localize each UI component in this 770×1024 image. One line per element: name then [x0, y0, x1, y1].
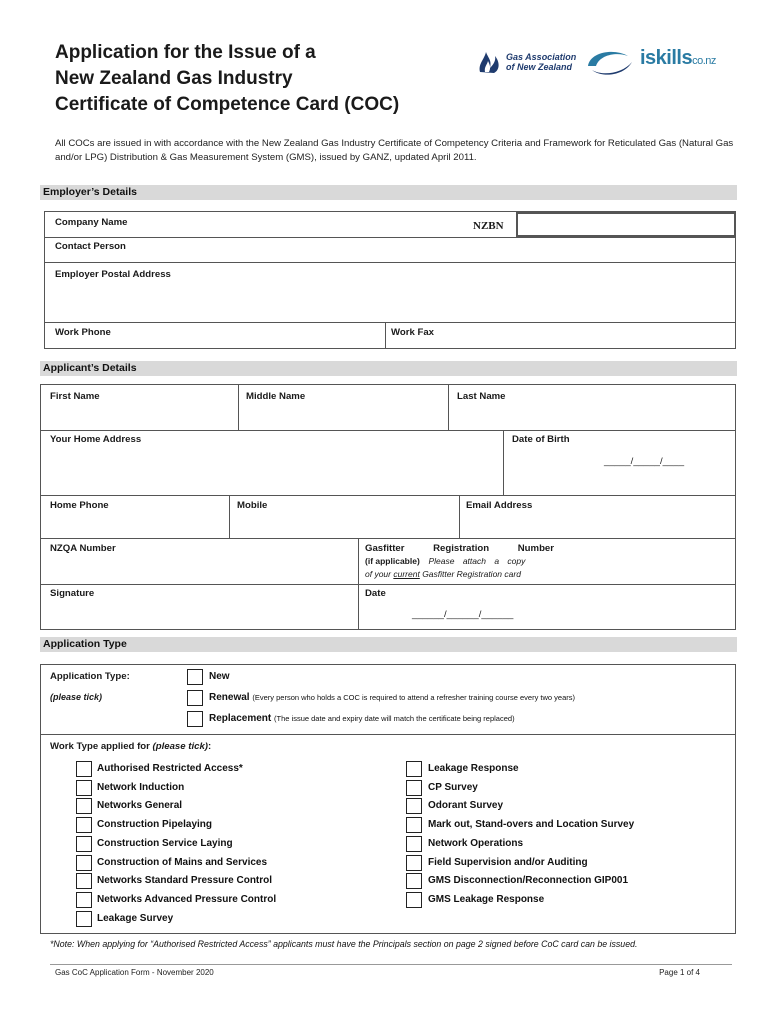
- title-line-1: Application for the Issue of a: [55, 42, 316, 63]
- gasfitter-note-current: current: [393, 569, 420, 579]
- gasfitter-sub: [365, 556, 525, 567]
- work-type-label-leakage-response: Leakage Response: [428, 763, 519, 774]
- work-type-tick: (please tick): [152, 741, 208, 752]
- page-title: [55, 40, 455, 118]
- replacement-option-note: (The issue date and expiry date will match the certificate being replaced): [274, 714, 515, 723]
- work-type-label-network-operations: Network Operations: [428, 837, 524, 849]
- employer-divider: [385, 322, 386, 349]
- flame-icon: [476, 48, 504, 74]
- work-type-label-gms-leakage-response: GMS Leakage Response: [428, 893, 545, 905]
- applicant-rule-4: [40, 584, 736, 585]
- postal-address-label: Employer Postal Address: [55, 269, 171, 280]
- work-type-label-field-supervision-and-or-auditing: Field Supervision and/or Auditing: [428, 856, 588, 868]
- work-type-label-networks-general: Networks General: [97, 800, 183, 812]
- renewal-checkbox[interactable]: [187, 690, 203, 706]
- date-label: Date: [365, 588, 386, 599]
- date-blank[interactable]: ______/______/______: [412, 609, 514, 620]
- work-type-label-mark-out-stand-overs-and-location-survey: Mark out, Stand-overs and Location Survey: [428, 819, 635, 831]
- home-phone-label: Home Phone: [50, 500, 109, 511]
- applicant-divider-1: [238, 384, 239, 430]
- signature-label: Signature: [50, 588, 95, 599]
- work-type-checkbox-gms-leakage-response[interactable]: [406, 892, 422, 908]
- applicant-divider-4: [229, 495, 230, 538]
- dob-label: Date of Birth: [512, 434, 570, 445]
- new-option: [209, 671, 230, 682]
- applicant-details-box: [40, 384, 736, 630]
- work-type-label-networks-standard-pressure-control: Networks Standard Pressure Control: [97, 875, 273, 887]
- work-type-label-leakage-survey: Leakage Survey: [97, 912, 174, 924]
- contact-person-label: Contact Person: [55, 241, 126, 252]
- work-type-checkbox-construction-pipelaying[interactable]: [76, 817, 92, 833]
- applicant-divider-5: [459, 495, 460, 538]
- work-type-checkbox-leakage-survey[interactable]: [76, 911, 92, 927]
- work-type-checkbox-authorised-restricted-access[interactable]: [76, 761, 92, 777]
- work-type-label-construction-of-mains-and-services: Construction of Mains and Services: [97, 856, 268, 868]
- employer-rule-1: [44, 237, 736, 238]
- work-type-colon: :: [208, 741, 212, 752]
- title-line-2: New Zealand Gas Industry: [55, 68, 293, 89]
- title-line-3: Certificate of Competence Card (COC): [55, 94, 400, 115]
- gasfitter-if-text: (if applicable): [365, 556, 420, 566]
- application-heading: Application Type: [40, 637, 737, 652]
- work-type-label-networks-advanced-pressure-control: Networks Advanced Pressure Control: [97, 893, 277, 905]
- employer-rule-2: [44, 262, 736, 263]
- work-type-label: Work Type applied for: [50, 741, 150, 752]
- footnote: *Note: When applying for “Authorised Restricted Access” applicants must have the Principals section on page 2 signed before CoC card can be issued.: [50, 939, 638, 949]
- nzbn-input[interactable]: [516, 212, 736, 237]
- work-type-checkbox-mark-out-stand-overs-and-location-survey[interactable]: [406, 817, 422, 833]
- work-type-checkbox-networks-advanced-pressure-control[interactable]: [76, 892, 92, 908]
- nzbn-label: NZBN: [473, 220, 504, 232]
- gasfitter-label: Gasfitter Registration Number: [365, 543, 555, 554]
- application-type-label: Application Type:: [50, 671, 130, 682]
- work-type-checkbox-odorant-survey[interactable]: [406, 798, 422, 814]
- work-type-checkbox-construction-of-mains-and-services[interactable]: [76, 855, 92, 871]
- work-type-heading: [50, 741, 211, 752]
- work-type-checkbox-network-induction[interactable]: [76, 780, 92, 796]
- iskills-logo: [584, 44, 734, 80]
- iskills-tagline: [640, 72, 642, 77]
- work-type-label-odorant-survey: Odorant Survey: [428, 800, 504, 812]
- footer-page-number: Page 1 of 4: [659, 968, 700, 977]
- work-fax-label: Work Fax: [391, 327, 435, 338]
- iskills-brand: [640, 47, 716, 70]
- gasfitter-note-a: of your: [365, 569, 394, 579]
- swirl-icon: [584, 46, 636, 78]
- new-checkbox[interactable]: [187, 669, 203, 685]
- replacement-option: [209, 713, 515, 724]
- applicant-heading: Applicant’s Details: [40, 361, 737, 376]
- applicant-divider-2: [448, 384, 449, 430]
- gasfitter-note-line2: [365, 569, 521, 579]
- first-name-label: First Name: [50, 391, 100, 402]
- applicant-rule-1: [40, 430, 736, 431]
- work-type-label-construction-pipelaying: Construction Pipelaying: [97, 819, 213, 831]
- renewal-option-note: (Every person who holds a COC is required to attend a refresher training course every two years): [252, 693, 576, 702]
- replacement-checkbox[interactable]: [187, 711, 203, 727]
- gasfitter-note-c: Gasfitter Registration card: [419, 569, 521, 579]
- application-rule: [40, 734, 736, 735]
- footer: [55, 968, 700, 977]
- work-type-checkbox-field-supervision-and-or-auditing[interactable]: [406, 855, 422, 871]
- last-name-label: Last Name: [457, 391, 506, 402]
- work-type-checkbox-networks-general[interactable]: [76, 798, 92, 814]
- ganz-logo-line-1: Gas Association: [506, 52, 577, 62]
- new-option-label: New: [209, 671, 230, 682]
- please-tick-label: (please tick): [50, 692, 103, 702]
- ganz-logo-text: [506, 52, 576, 72]
- home-address-label: Your Home Address: [50, 434, 142, 445]
- work-type-checkbox-gms-disconnection-reconnection-gip001[interactable]: [406, 873, 422, 889]
- mobile-label: Mobile: [237, 500, 268, 511]
- company-name-label: Company Name: [55, 217, 128, 228]
- footer-rule: [50, 964, 732, 965]
- renewal-option-label: Renewal: [209, 692, 250, 703]
- email-label: Email Address: [466, 500, 533, 511]
- gasfitter-note-line1: Please attach a copy: [428, 556, 526, 566]
- iskills-brand-suffix: co.nz: [692, 55, 716, 67]
- intro-paragraph: All COCs are issued in with accordance with the New Zealand Gas Industry Certificate of Competency Criteria and Framework for Reticulated Gas (Natural Gas and/or LPG) Distribution & Gas Measurement System (GMS), issued by GANZ, updated April 2011.: [55, 138, 734, 163]
- work-type-label-construction-service-laying: Construction Service Laying: [97, 837, 233, 849]
- applicant-divider-3: [503, 430, 504, 495]
- work-type-checkbox-network-operations[interactable]: [406, 836, 422, 852]
- employer-heading: Employer’s Details: [40, 185, 737, 200]
- work-type-label-gms-disconnection-reconnection-gip001: GMS Disconnection/Reconnection GIP001: [428, 875, 629, 887]
- renewal-option: [209, 692, 575, 703]
- applicant-rule-2: [40, 495, 736, 496]
- nzqa-label: NZQA Number: [50, 543, 116, 554]
- replacement-option-label: Replacement: [209, 713, 272, 724]
- applicant-rule-3: [40, 538, 736, 539]
- iskills-brand-name: iskills: [640, 47, 693, 69]
- ganz-logo: [476, 46, 576, 78]
- work-type-label-cp-survey: CP Survey: [428, 781, 478, 793]
- work-type-label-network-induction: Network Induction: [97, 781, 185, 793]
- employer-rule-3: [44, 322, 736, 323]
- work-type-label-authorised-restricted-access: Authorised Restricted Access*: [97, 763, 243, 774]
- middle-name-label: Middle Name: [246, 391, 306, 402]
- work-type-checkbox-construction-service-laying[interactable]: [76, 836, 92, 852]
- work-type-checkbox-cp-survey[interactable]: [406, 780, 422, 796]
- ganz-logo-line-2: of New Zealand: [506, 62, 573, 72]
- footer-left: Gas CoC Application Form - November 2020: [55, 968, 214, 977]
- work-type-checkbox-networks-standard-pressure-control[interactable]: [76, 873, 92, 889]
- work-phone-label: Work Phone: [55, 327, 111, 338]
- dob-blank[interactable]: _____/_____/____: [604, 456, 685, 467]
- work-type-checkbox-leakage-response[interactable]: [406, 761, 422, 777]
